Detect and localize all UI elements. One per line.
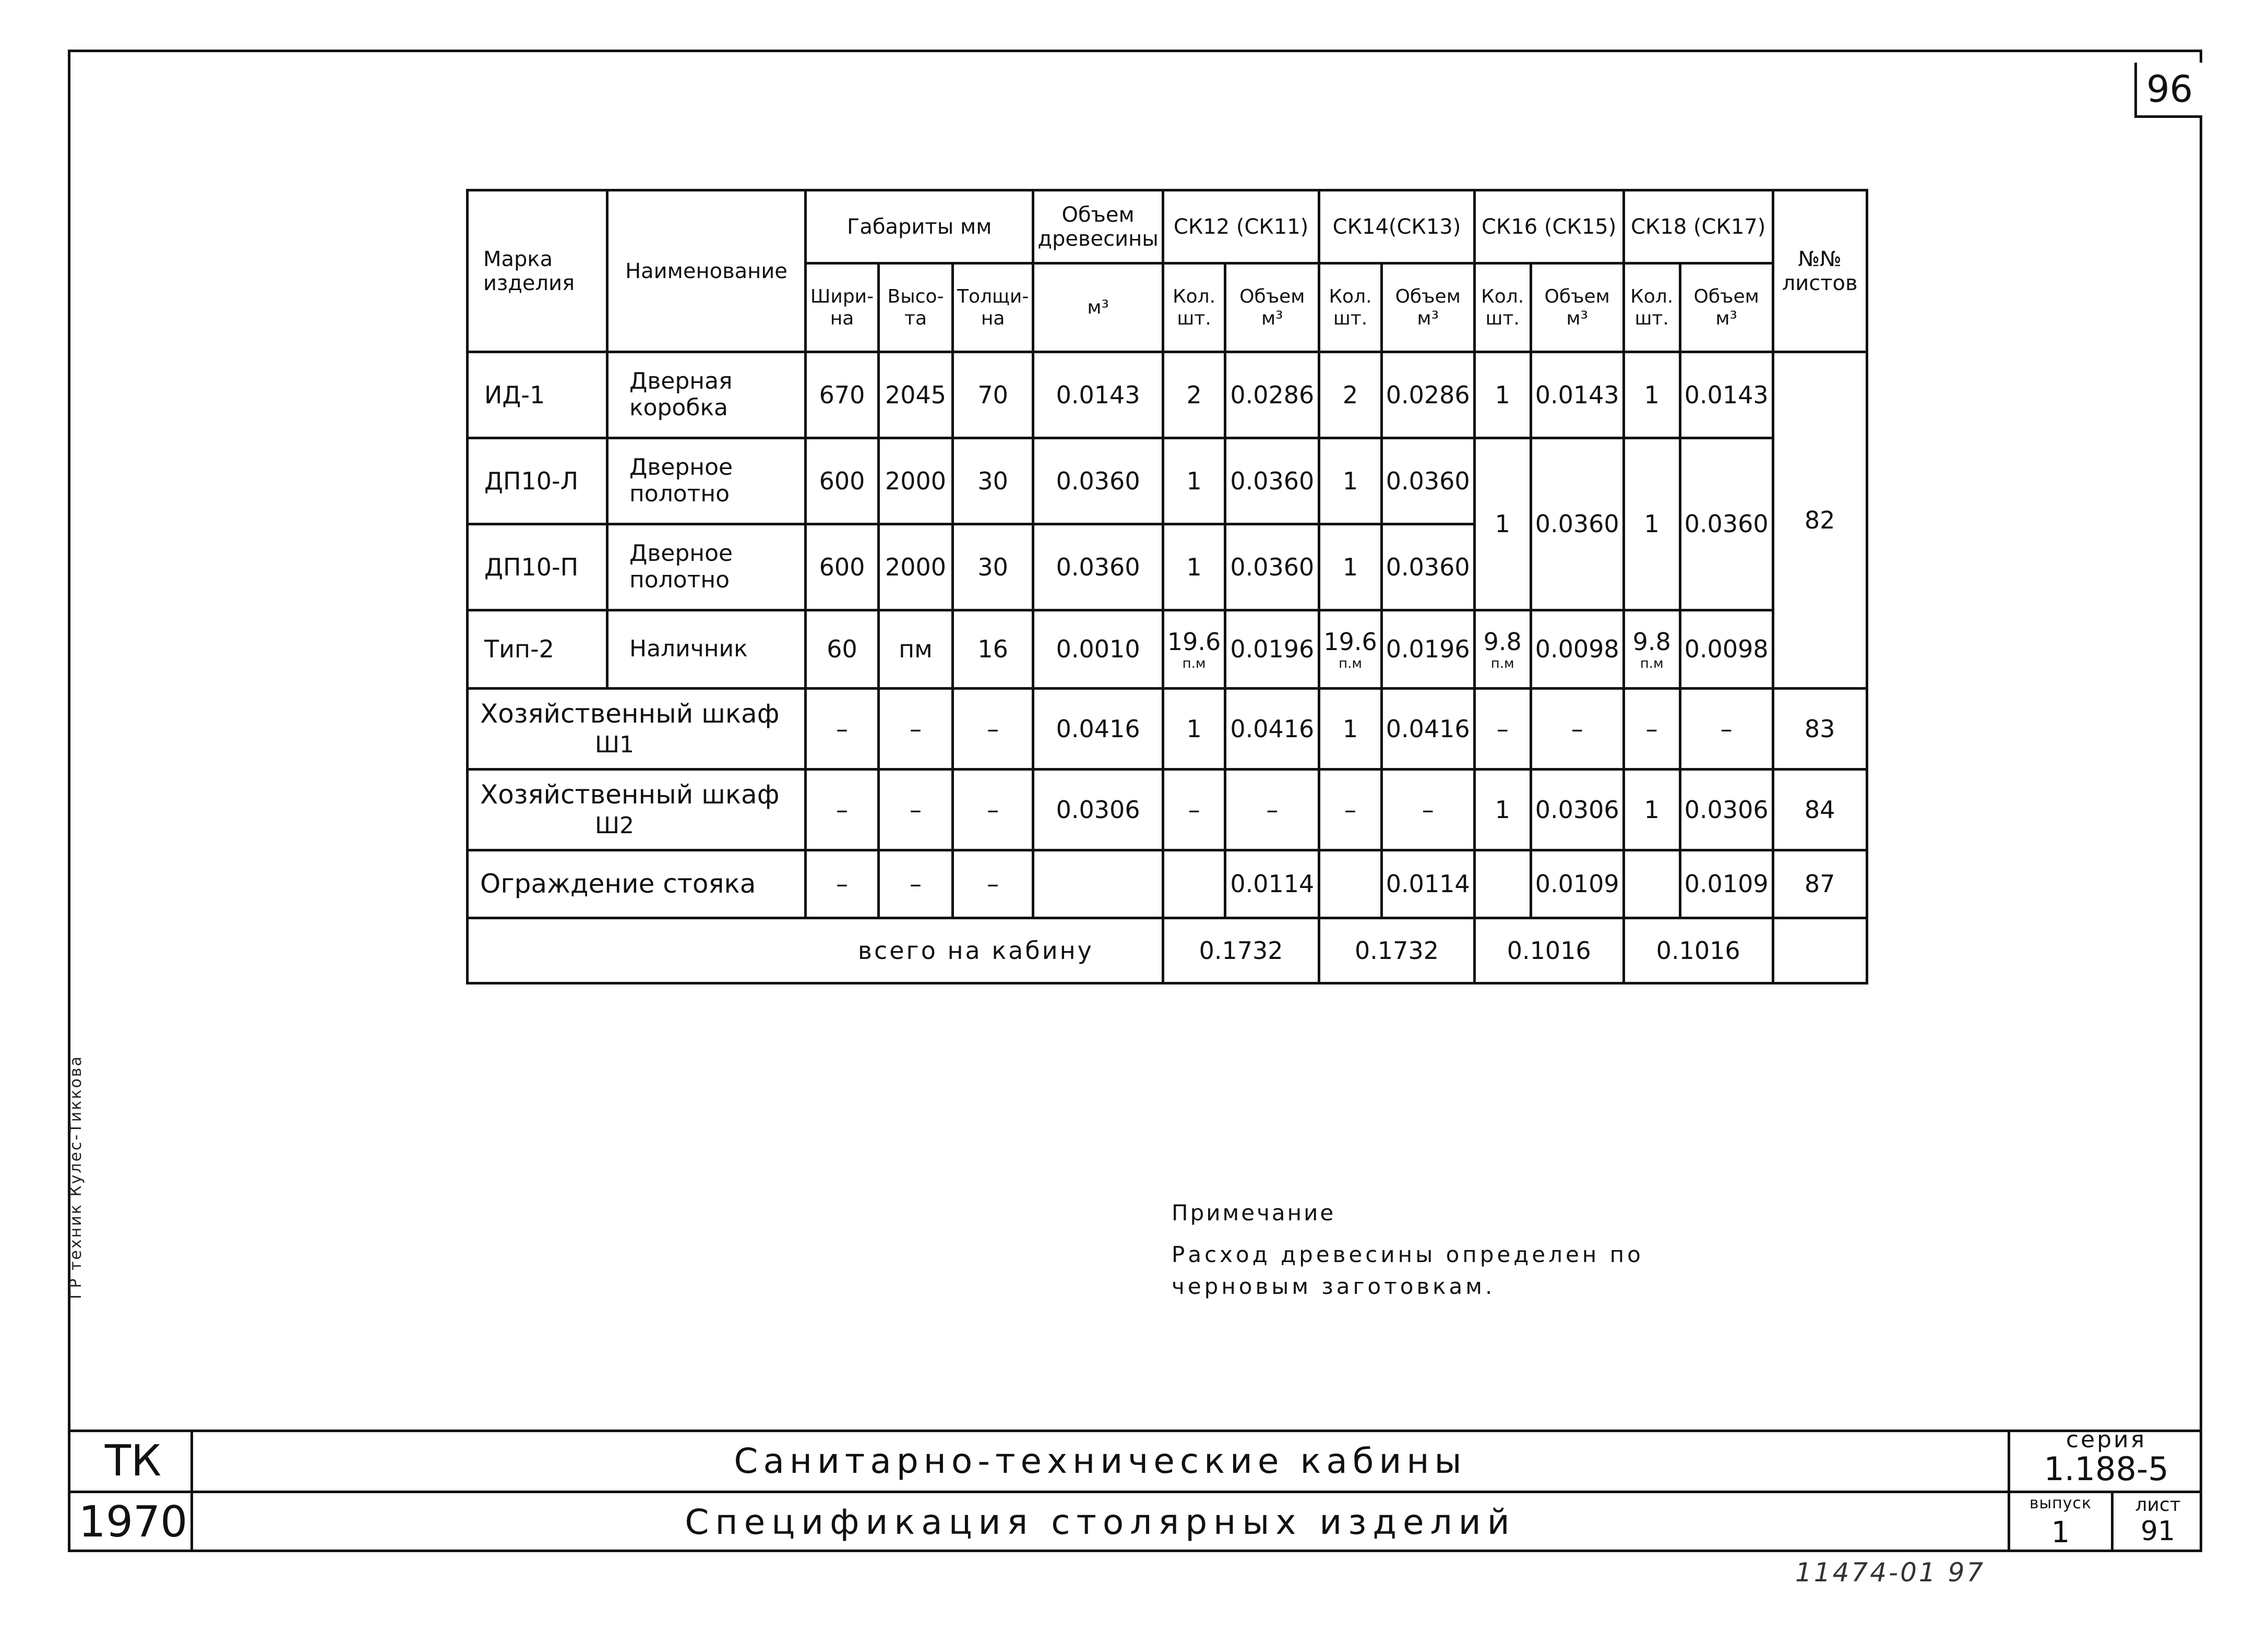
cell-mark: ДП10-Л [468, 438, 607, 524]
header-sk14-vol: Объем м³ [1381, 263, 1474, 352]
cell-sk16-qty: 1 [1474, 438, 1531, 610]
header-sk16-qty: Кол. шт. [1474, 263, 1531, 352]
series-label: серия [2066, 1426, 2147, 1453]
table-total-row [468, 918, 1867, 983]
cell-sk12-qty: 1 [1163, 438, 1225, 524]
joinery-spec-table [466, 189, 1868, 984]
side-stamp-text: ГР техник Кулес-Тиккова [67, 1055, 85, 1299]
cell-mark: ИД-1 [468, 352, 607, 438]
cell-height: 2000 [879, 438, 953, 524]
total-label: всего на кабину [468, 918, 1163, 983]
total-sk14: 0.1732 [1319, 918, 1474, 983]
sheet-corner-number: 96 [2134, 63, 2202, 118]
cell-dash: – [1680, 689, 1773, 770]
cell-sk18-qty-empty [1624, 850, 1680, 918]
cell-sk12-qty [1163, 610, 1225, 689]
cell-sk16-qty: 1 [1474, 352, 1531, 438]
table-row [468, 610, 1867, 689]
cell-sk14-qty: 1 [1319, 524, 1381, 610]
cell-name: Дверная коробка [607, 352, 806, 438]
cell-sk14-qty: 1 [1319, 689, 1381, 770]
table-row [468, 438, 1867, 524]
cell-dash: – [953, 770, 1033, 850]
cell-sk18-qty [1624, 610, 1680, 689]
cell-sheets: 83 [1773, 689, 1867, 770]
series-value: 1.188-5 [2044, 1450, 2169, 1488]
header-height: Высо-та [879, 263, 953, 352]
cell-riser-name: Ограждение стояка [468, 850, 806, 918]
qty-value: 19.6 [1167, 628, 1221, 656]
cell-sk14-qty [1319, 610, 1381, 689]
cell-width: 600 [806, 524, 879, 610]
cell-mark: Тип-2 [468, 610, 607, 689]
header-sk18-qty: Кол. шт. [1624, 263, 1680, 352]
title-block-code: ТК [104, 1436, 162, 1486]
issue-value: 1 [2051, 1516, 2070, 1550]
cell-volume: 0.0010 [1033, 610, 1163, 689]
total-sk12: 0.1732 [1163, 918, 1319, 983]
cabinet-name: Хозяйственный шкаф [480, 779, 780, 810]
cell-sk18-qty: 1 [1624, 352, 1680, 438]
unit-label: п.м [1182, 655, 1206, 671]
cell-thickness: 30 [953, 438, 1033, 524]
cell-sk16-qty [1474, 610, 1531, 689]
cell-sk14-vol: 0.0286 [1381, 352, 1474, 438]
cell-sk18-vol: 0.0306 [1680, 770, 1773, 850]
header-volume-unit: м³ [1033, 263, 1163, 352]
sheet-label: лист [2135, 1494, 2181, 1516]
unit-label: п.м [1640, 655, 1664, 671]
header-dimensions: Габариты мм [806, 190, 1033, 263]
cabinet-code: Ш1 [595, 731, 635, 758]
cell-sk16-vol: 0.0143 [1531, 352, 1624, 438]
cell-sk14-vol: 0.0114 [1381, 850, 1474, 918]
title-block-year: 1970 [78, 1497, 188, 1547]
cell-sk18-vol: 0.0143 [1680, 352, 1773, 438]
cell-volume: 0.0360 [1033, 438, 1163, 524]
cell-volume: 0.0360 [1033, 524, 1163, 610]
cell-dash: – [806, 850, 879, 918]
cell-volume: 0.0306 [1033, 770, 1163, 850]
cell-dash: – [1531, 689, 1624, 770]
cell-cabinet-2-name [468, 770, 806, 850]
cell-sk12-vol: 0.0196 [1225, 610, 1319, 689]
cell-sk12-vol: 0.0416 [1225, 689, 1319, 770]
cell-name: Наличник [607, 610, 806, 689]
header-sk14: СК14(СК13) [1319, 190, 1474, 263]
issue-label: выпуск [2029, 1494, 2092, 1512]
cell-sk14-vol: 0.0360 [1381, 438, 1474, 524]
cell-sk12-qty-empty [1163, 850, 1225, 918]
header-sk16-vol: Объем м³ [1531, 263, 1624, 352]
qty-value: 9.8 [1632, 628, 1671, 656]
cell-sk16-vol: 0.0109 [1531, 850, 1624, 918]
unit-label: п.м [1490, 655, 1514, 671]
header-sk12-qty: Кол. шт. [1163, 263, 1225, 352]
cell-sk14-qty: 1 [1319, 438, 1381, 524]
header-sk18: СК18 (СК17) [1624, 190, 1773, 263]
cell-dash: – [1381, 770, 1474, 850]
cell-dash: – [806, 689, 879, 770]
cell-thickness: 16 [953, 610, 1033, 689]
unit-label: п.м [1339, 655, 1362, 671]
table-row [468, 689, 1867, 770]
total-sk16: 0.1016 [1474, 918, 1624, 983]
cell-width: 670 [806, 352, 879, 438]
cell-dash: – [879, 770, 953, 850]
cabinet-name: Хозяйственный шкаф [480, 698, 780, 729]
table-row [468, 850, 1867, 918]
cell-dash: – [1624, 689, 1680, 770]
cell-sk12-vol: 0.0286 [1225, 352, 1319, 438]
cell-sheets-group: 82 [1773, 352, 1867, 689]
cell-sk16-vol: 0.0306 [1531, 770, 1624, 850]
cell-sk16-vol: 0.0098 [1531, 610, 1624, 689]
total-sk18: 0.1016 [1624, 918, 1773, 983]
cell-sk12-qty: 1 [1163, 524, 1225, 610]
cabinet-code: Ш2 [595, 812, 635, 839]
cell-sk12-vol: 0.0114 [1225, 850, 1319, 918]
sheet-value: 91 [2140, 1516, 2176, 1547]
cell-thickness: 30 [953, 524, 1033, 610]
cell-sk12-qty: 1 [1163, 689, 1225, 770]
cell-width: 600 [806, 438, 879, 524]
cell-volume: 0.0416 [1033, 689, 1163, 770]
cell-sk18-vol: 0.0109 [1680, 850, 1773, 918]
qty-value: 9.8 [1483, 628, 1522, 656]
header-sk12-vol: Объем м³ [1225, 263, 1319, 352]
cell-sk16-qty-empty [1474, 850, 1531, 918]
cell-sk18-vol: 0.0360 [1680, 438, 1773, 610]
header-sk16: СК16 (СК15) [1474, 190, 1624, 263]
cell-sheets: 84 [1773, 770, 1867, 850]
cell-sk12-vol: 0.0360 [1225, 524, 1319, 610]
cell-sk12-qty: 2 [1163, 352, 1225, 438]
cell-dash: – [1225, 770, 1319, 850]
cell-dash: – [1319, 770, 1381, 850]
cell-sk12-vol: 0.0360 [1225, 438, 1319, 524]
cell-sk18-vol: 0.0098 [1680, 610, 1773, 689]
cell-sheets: 87 [1773, 850, 1867, 918]
table-row [468, 352, 1867, 438]
cell-sk14-vol: 0.0360 [1381, 524, 1474, 610]
header-sk14-qty: Кол. шт. [1319, 263, 1381, 352]
cell-sk16-qty: 1 [1474, 770, 1531, 850]
cell-volume-empty [1033, 850, 1163, 918]
archive-number: 11474-01 97 [1795, 1557, 1986, 1588]
cell-sk18-qty: 1 [1624, 438, 1680, 610]
note-title: Примечание [1172, 1200, 1336, 1226]
note-text: Расход древесины определен по черновым заготовкам. [1172, 1242, 1644, 1299]
cell-name: Дверное полотно [607, 438, 806, 524]
cell-sk14-qty: 2 [1319, 352, 1381, 438]
cell-dash: – [953, 850, 1033, 918]
side-stamp [30, 798, 85, 1299]
cell-dash: – [1474, 689, 1531, 770]
header-volume: Объем древесины [1033, 190, 1163, 263]
total-sheets-empty [1773, 918, 1867, 983]
cell-volume: 0.0143 [1033, 352, 1163, 438]
header-sk18-vol: Объем м³ [1680, 263, 1773, 352]
header-name: Наименование [607, 190, 806, 352]
cell-sk18-qty: 1 [1624, 770, 1680, 850]
header-thickness: Толщи-на [953, 263, 1033, 352]
cell-dash: – [879, 850, 953, 918]
cell-sk14-qty-empty [1319, 850, 1381, 918]
header-sheets: №№ листов [1773, 190, 1867, 352]
cell-dash: – [953, 689, 1033, 770]
cell-sk14-vol: 0.0416 [1381, 689, 1474, 770]
qty-value: 19.6 [1323, 628, 1377, 656]
title-block-title: Санитарно-технические кабины [734, 1440, 1467, 1481]
cell-height: 2045 [879, 352, 953, 438]
cell-mark: ДП10-П [468, 524, 607, 610]
title-block-subtitle: Спецификация столярных изделий [685, 1502, 1516, 1542]
header-mark: Марка изделия [468, 190, 607, 352]
cell-height: 2000 [879, 524, 953, 610]
cell-height: пм [879, 610, 953, 689]
cell-dash: – [806, 770, 879, 850]
cell-sk14-vol: 0.0196 [1381, 610, 1474, 689]
cell-dash: – [1163, 770, 1225, 850]
cell-width: 60 [806, 610, 879, 689]
table-row [468, 770, 1867, 850]
cell-cabinet-1-name [468, 689, 806, 770]
cell-sk16-vol: 0.0360 [1531, 438, 1624, 610]
cell-name: Дверное полотно [607, 524, 806, 610]
header-sk12: СК12 (СК11) [1163, 190, 1319, 263]
cell-dash: – [879, 689, 953, 770]
header-width: Шири-на [806, 263, 879, 352]
cell-thickness: 70 [953, 352, 1033, 438]
